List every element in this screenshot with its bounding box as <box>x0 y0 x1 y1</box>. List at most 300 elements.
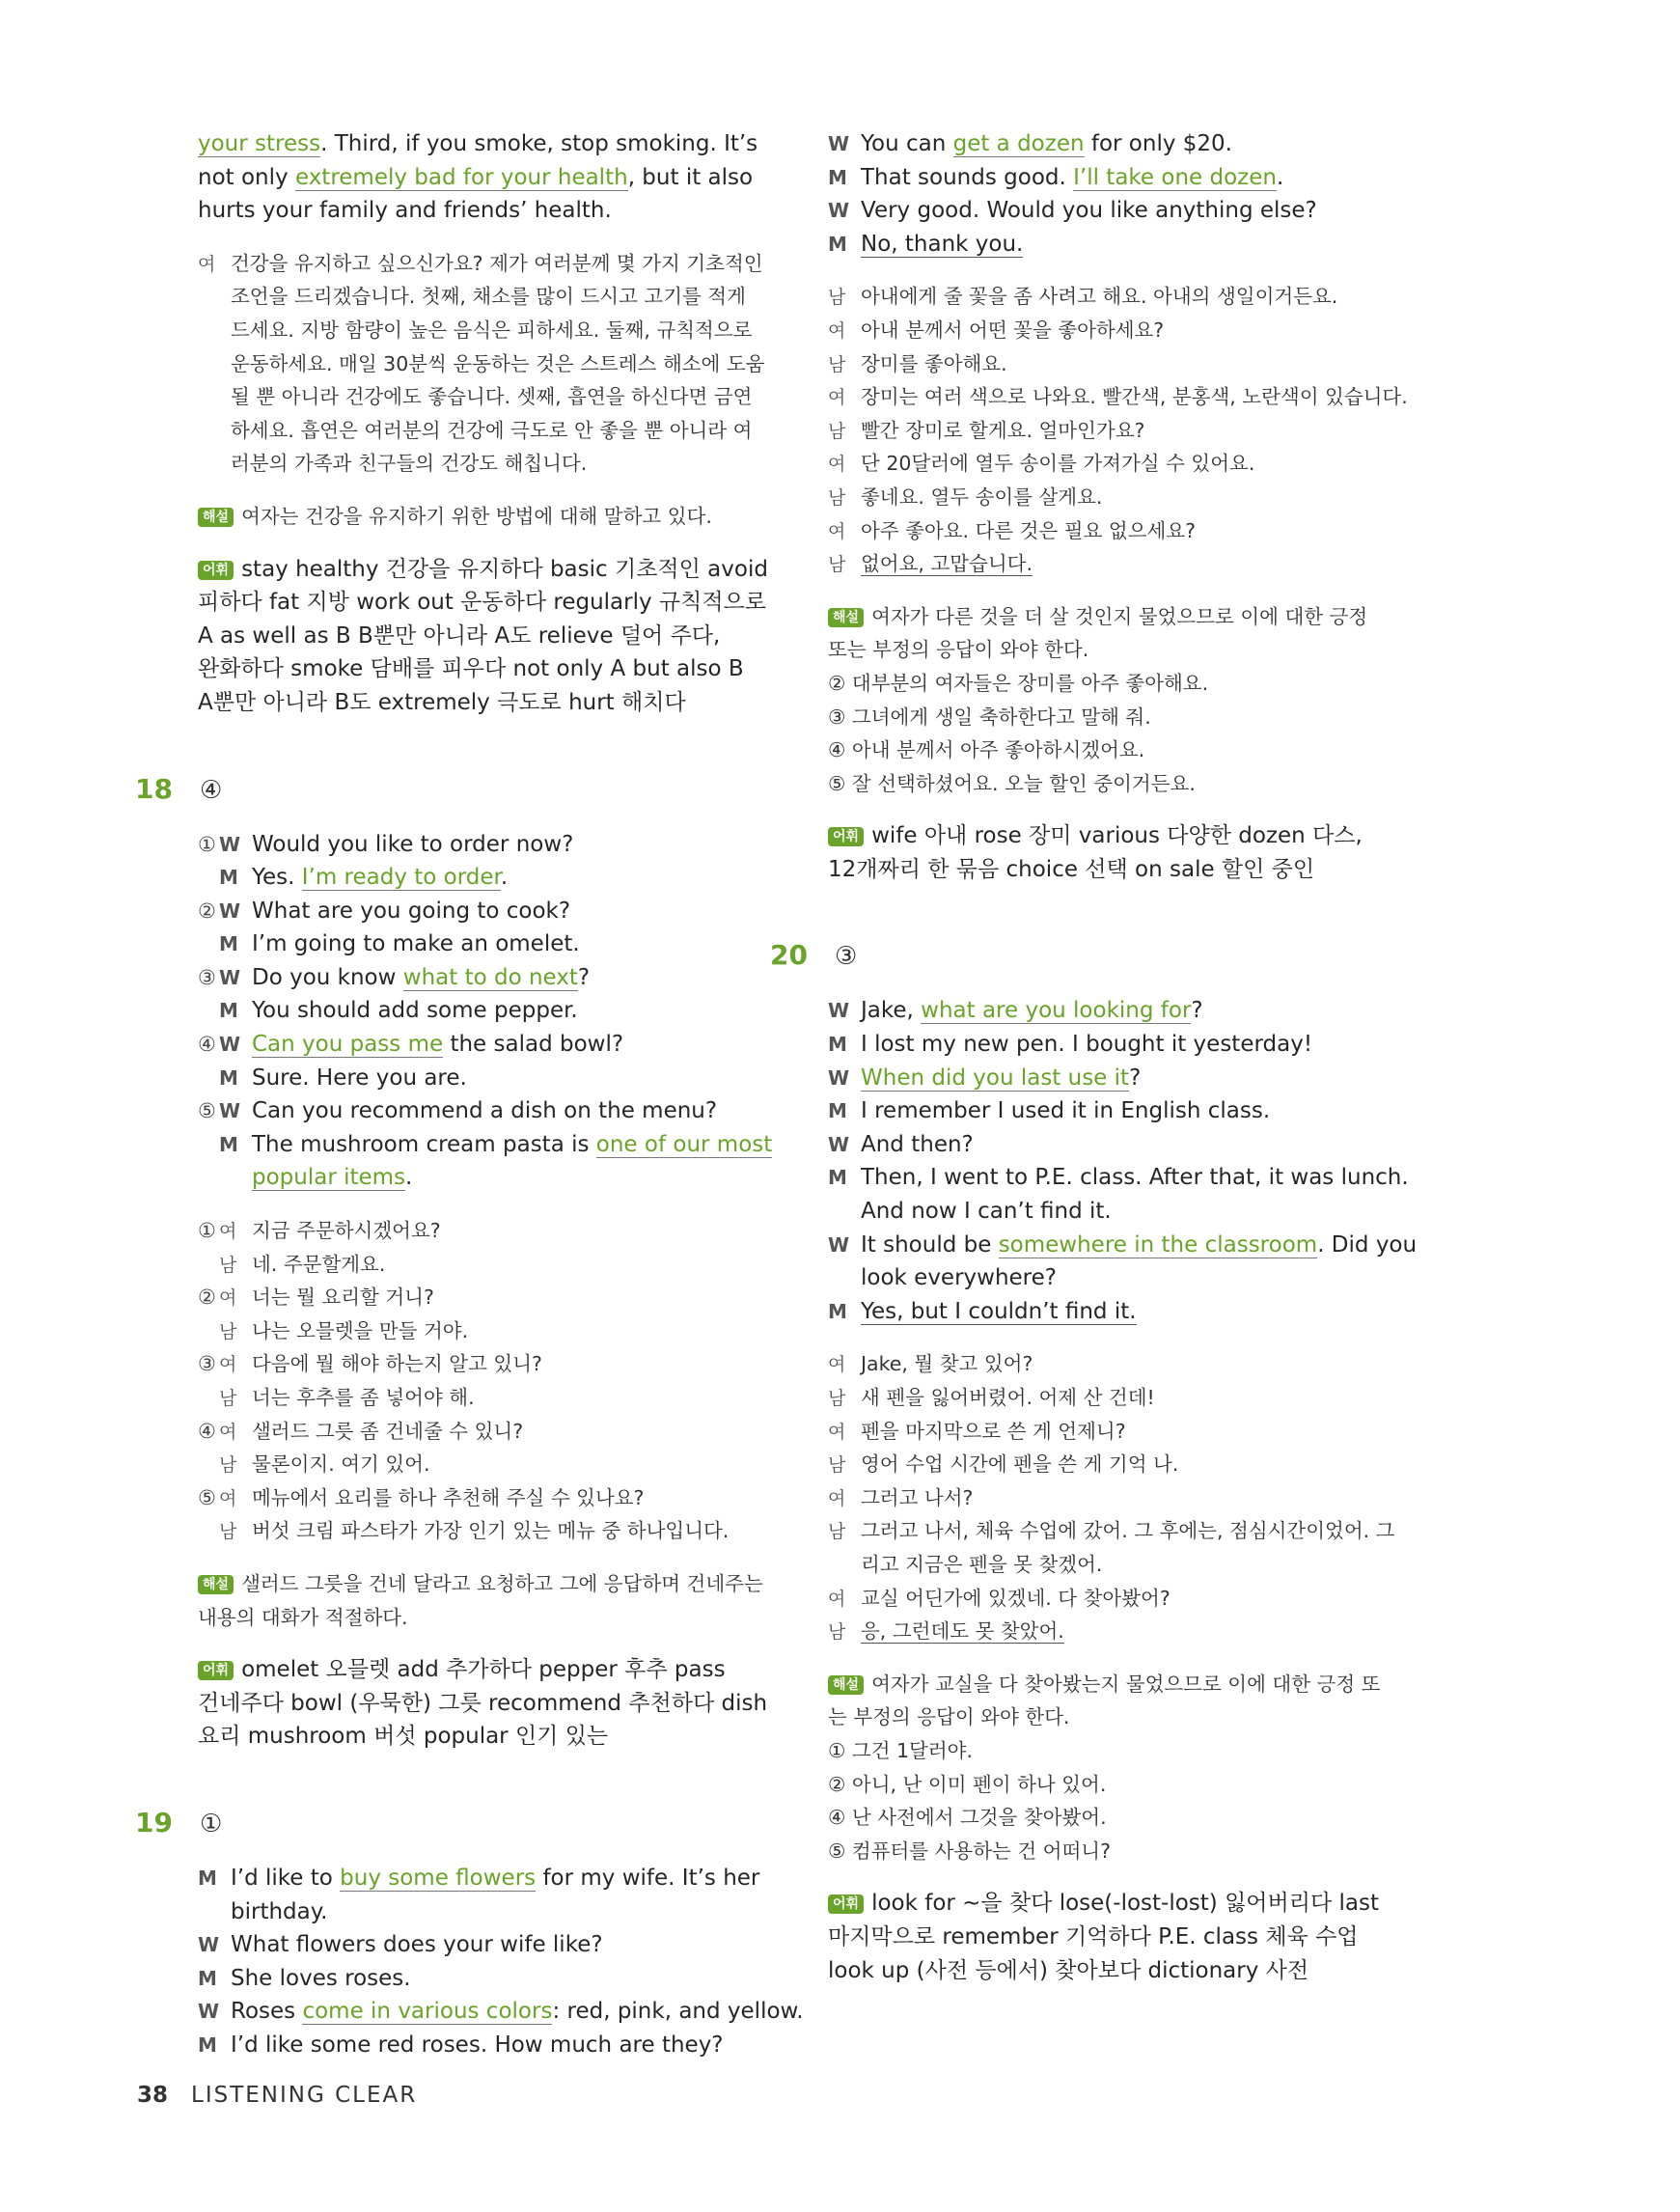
dialog-text: 장미는 여러 색으로 나와요. 빨간색, 분홍색, 노란색이 있습니다. <box>861 385 1408 409</box>
speaker-label: W <box>828 1132 850 1156</box>
dialog-text: I’d like some red roses. How much are they? <box>231 2032 724 2058</box>
translation-line <box>198 1415 777 1449</box>
dialog-line <box>828 1229 1474 1262</box>
translation-line <box>828 1381 1474 1415</box>
dialog-text: : red, pink, and yellow. <box>552 1999 804 2025</box>
vocabulary <box>198 586 777 620</box>
translation-line <box>828 1582 1474 1616</box>
speaker-label: W <box>198 2000 220 2024</box>
item-number: ③ <box>198 965 216 989</box>
option-translation: ④ 아내 분께서 아주 좋아하시겠어요. <box>828 738 1145 762</box>
vocabulary-text: stay healthy 건강을 유지하다 basic 기초적인 avoid <box>241 556 768 582</box>
dialog-line <box>198 1128 777 1162</box>
dialog-text: And then? <box>861 1131 974 1157</box>
speaker-label: 남 <box>828 1521 846 1543</box>
dialog-text: , but it also <box>627 164 754 190</box>
vocabulary-text: A as well as B B뿐만 아니라 A도 relieve 덜어 주다, <box>198 622 721 649</box>
speaker-label: W <box>828 132 850 155</box>
dialog-text: 나는 오믈렛을 만들 거야. <box>252 1318 469 1342</box>
translation-line <box>828 547 1474 581</box>
answer-underlined: 응, 그런데도 못 찾았어. <box>861 1619 1064 1644</box>
dialog-text: Jake, <box>861 998 922 1024</box>
speaker-label: 남 <box>219 1254 237 1276</box>
dialog-text: 펜을 마지막으로 쓴 게 언제니? <box>861 1419 1126 1443</box>
dialog-line <box>198 994 777 1028</box>
explanation-text: 샐러드 그릇을 건네 달라고 요청하고 그에 응답하며 건네주는 <box>241 1571 763 1595</box>
dialog-text: Roses <box>231 1999 303 2025</box>
translation-line <box>828 1347 1474 1381</box>
dialog-line <box>828 1128 1474 1162</box>
question-answer: ④ <box>199 775 223 805</box>
translation-line <box>828 347 1474 381</box>
dialog-text: 지금 주문하시겠어요? <box>252 1219 441 1243</box>
explanation-text: 또는 부정의 응답이 와야 한다. <box>828 638 1089 662</box>
option-translation: ② 아니, 난 이미 펜이 하나 있어. <box>828 1772 1107 1796</box>
vocabulary <box>198 620 777 653</box>
translation-line <box>828 1548 1474 1582</box>
dialog-text: 영어 수업 시간에 펜을 쓴 게 기억 나. <box>861 1452 1179 1477</box>
dialog-text: Very good. Would you like anything else? <box>861 198 1317 224</box>
vocabulary-text: A뿐만 아니라 B도 extremely 극도로 hurt 해치다 <box>198 689 686 715</box>
speaker-label: W <box>198 1933 220 1957</box>
translation-line <box>828 414 1474 448</box>
dialog-text: look everywhere? <box>861 1265 1057 1291</box>
speaker-label: M <box>828 232 847 256</box>
speaker-label: W <box>219 899 241 923</box>
explanation <box>828 1668 1474 1701</box>
option-translation: ⑤ 잘 선택하셨어요. 오늘 할인 중이거든요. <box>828 771 1196 795</box>
dialog-text: 리고 지금은 펜을 못 찾겠어. <box>861 1552 1103 1576</box>
dialog-text: What flowers does your wife like? <box>231 1932 603 1958</box>
speaker-label: 여 <box>828 319 846 342</box>
speaker-label: W <box>828 199 850 223</box>
translation-line <box>828 1615 1474 1648</box>
vocabulary <box>198 1687 777 1721</box>
vocabulary-badge: 어휘 <box>198 1661 234 1680</box>
speaker-label: M <box>198 2032 217 2057</box>
speaker-label: M <box>219 932 238 956</box>
dialog-text: And now I can’t find it. <box>861 1199 1112 1225</box>
translation-line <box>198 447 777 481</box>
speaker-label: 남 <box>219 1320 237 1342</box>
question-number: 19 <box>135 1806 173 1839</box>
translation-line <box>828 447 1474 481</box>
vocabulary-text: 완화하다 smoke 담배를 피우다 not only A but also B <box>198 656 744 682</box>
translation-line <box>828 514 1474 548</box>
item-number: ④ <box>198 1419 216 1443</box>
translation-line <box>828 1514 1474 1548</box>
dialog-text: 너는 후추를 좀 넣어야 해. <box>252 1386 475 1409</box>
dialog-line <box>828 1094 1474 1128</box>
dialog-line <box>198 1028 777 1062</box>
dialog-text: I lost my new pen. I bought it yesterday! <box>861 1032 1313 1058</box>
vocabulary <box>828 1921 1474 1954</box>
dialog-line <box>828 228 1474 262</box>
vocabulary-text: omelet 오믈렛 add 추가하다 pepper 후추 pass <box>241 1657 726 1683</box>
speaker-label: M <box>828 165 847 189</box>
spacer <box>828 886 1474 936</box>
dialog-line <box>198 1928 777 1962</box>
speaker-label: 여 <box>828 1421 846 1443</box>
dialog-text: 좋네요. 열두 송이를 살게요. <box>861 484 1103 509</box>
dialog-line <box>198 161 777 195</box>
dialog-text: I remember I used it in English class. <box>861 1098 1271 1124</box>
speaker-label: M <box>828 1166 847 1190</box>
dialog-text: Can you recommend a dish on the menu? <box>252 1098 718 1124</box>
explanation <box>828 633 1474 667</box>
item-number: ① <box>198 1219 216 1243</box>
explanation-text: 는 부정의 응답이 와야 한다. <box>828 1705 1070 1729</box>
speaker-label: W <box>219 832 241 856</box>
spacer <box>198 228 777 247</box>
speaker-label: M <box>828 1299 847 1323</box>
spacer <box>828 1648 1474 1668</box>
dialog-text: ? <box>1129 1065 1142 1091</box>
dialog-text: . <box>405 1165 413 1191</box>
translation-line <box>198 1347 777 1381</box>
translation-line <box>828 1415 1474 1449</box>
dialog-text: She loves roses. <box>231 1965 411 1991</box>
dialog-line <box>198 1862 777 1895</box>
dialog-text: 새 펜을 잃어버렸어. 어제 산 건데! <box>861 1386 1155 1409</box>
option-translation: ⑤ 컴퓨터를 사용하는 건 어떠니? <box>828 1839 1111 1863</box>
spacer <box>198 1754 777 1804</box>
dialog-text: 메뉴에서 요리를 하나 추천해 주실 수 있나요? <box>252 1485 645 1509</box>
vocabulary-badge: 어휘 <box>198 561 234 580</box>
question-number: 18 <box>135 772 173 805</box>
translation-line <box>828 280 1474 314</box>
spacer <box>828 1328 1474 1347</box>
dialog-text: . Did you <box>1317 1231 1418 1258</box>
vocabulary <box>198 652 777 686</box>
dialog-text: 아주 좋아요. 다른 것은 필요 없으세요? <box>861 518 1197 542</box>
answer-blank: what to do next <box>402 964 578 990</box>
speaker-label: M <box>219 1132 238 1156</box>
page-footer <box>137 2083 417 2108</box>
explanation <box>198 1601 777 1635</box>
item-number: ④ <box>198 1033 216 1057</box>
answer-blank: I’m ready to order <box>301 865 501 891</box>
speaker-label: 여 <box>828 1354 846 1376</box>
spacer <box>828 581 1474 600</box>
dialog-line <box>828 1295 1474 1329</box>
dialog-text: 그러고 나서? <box>861 1485 974 1509</box>
vocabulary-text: 12개짜리 한 묶음 choice 선택 on sale 할인 중인 <box>828 856 1315 882</box>
spacer <box>198 1195 777 1214</box>
dialog-text: Yes. <box>252 865 302 891</box>
dialog-text: That sounds good. <box>861 164 1074 190</box>
dialog-text: the salad bowl? <box>443 1032 624 1058</box>
spacer <box>198 1548 777 1567</box>
dialog-line <box>828 161 1474 195</box>
vocabulary-text: look up (사전 등에서) 찾아보다 dictionary 사전 <box>828 1957 1309 1983</box>
vocabulary-text: 요리 mushroom 버섯 popular 인기 있는 <box>198 1724 609 1750</box>
translation-line <box>828 1481 1474 1515</box>
speaker-label: M <box>219 866 238 890</box>
dialog-line <box>198 1895 777 1929</box>
dialog-text: birthday. <box>231 1898 328 1924</box>
speaker-label: 여 <box>219 1287 237 1310</box>
option-translation: ④ 난 사전에서 그것을 찾아봤어. <box>828 1806 1107 1830</box>
answer-underlined: Yes, but I couldn’t find it. <box>861 1298 1137 1324</box>
book-title: LISTENING CLEAR <box>191 2083 418 2108</box>
speaker-label: W <box>219 1033 241 1057</box>
answer-blank: extremely bad for your health <box>294 164 628 190</box>
item-number: ① <box>198 832 216 856</box>
vocabulary <box>198 1720 777 1754</box>
vocabulary <box>828 819 1474 853</box>
dialog-text: 다음에 뭘 해야 하는지 알고 있니? <box>252 1352 542 1376</box>
dialog-line <box>828 1195 1474 1229</box>
question-answer: ③ <box>834 942 858 972</box>
speaker-label: 남 <box>828 287 846 309</box>
speaker-label: 남 <box>828 1388 846 1409</box>
translation-line <box>198 1214 777 1248</box>
dialog-text: for only $20. <box>1084 131 1232 156</box>
vocabulary <box>828 1887 1474 1921</box>
explanation <box>828 600 1474 634</box>
translation-line <box>198 314 777 347</box>
explanation-text: 여자는 건강을 유지하기 위한 방법에 대해 말하고 있다. <box>241 504 712 528</box>
dialog-text: Sure. Here you are. <box>252 1065 467 1091</box>
dialog-text: 빨간 장미로 할게요. 얼마인가요? <box>861 418 1145 442</box>
dialog-text: 하세요. 흡연은 여러분의 건강에 극도로 안 좋을 뿐 아니라 여 <box>231 418 753 442</box>
spacer <box>198 1634 777 1653</box>
dialog-text: It should be <box>861 1231 999 1258</box>
explanation-badge: 해설 <box>828 1675 864 1695</box>
item-number: ③ <box>198 1352 216 1376</box>
translation-line <box>198 380 777 414</box>
vocabulary-text: 피하다 fat 지방 work out 운동하다 regularly 규칙적으로 <box>198 590 766 616</box>
dialog-text: 버섯 크림 파스타가 가장 인기 있는 메뉴 중 하나입니다. <box>252 1519 730 1543</box>
speaker-label: 여 <box>828 1588 846 1610</box>
option-translation: ① 그건 1달러야. <box>828 1738 973 1762</box>
speaker-label: 여 <box>198 253 216 275</box>
spacer <box>198 809 777 828</box>
speaker-label: M <box>828 1099 847 1123</box>
dialog-text: ? <box>1191 998 1203 1024</box>
right-column <box>770 127 1474 1987</box>
vocabulary-text: 마지막으로 remember 기억하다 P.E. class 체육 수업 <box>828 1923 1359 1949</box>
dialog-text: What are you going to cook? <box>252 898 571 924</box>
dialog-text: I’d like to <box>231 1865 341 1891</box>
vocabulary-text: 건네주다 bowl (우묵한) 그릇 recommend 추천하다 dish <box>198 1690 768 1716</box>
vocabulary-badge: 어휘 <box>828 827 864 846</box>
translation-line <box>198 1481 777 1515</box>
speaker-label: 여 <box>828 520 846 542</box>
dialog-text: You can <box>861 131 953 156</box>
dialog-text: The mushroom cream pasta is <box>252 1131 596 1157</box>
explanation <box>828 1700 1474 1734</box>
question-answer: ① <box>199 1809 223 1839</box>
question-header <box>770 936 1474 975</box>
speaker-label: W <box>219 965 241 989</box>
translation-line <box>828 380 1474 414</box>
dialog-text: . <box>1276 164 1284 190</box>
translation-line <box>198 1514 777 1548</box>
explanation-text: 내용의 대화가 적절하다. <box>198 1605 408 1629</box>
dialog-line <box>198 861 777 895</box>
vocabulary <box>198 686 777 720</box>
dialog-text: Jake, 뭘 찾고 있어? <box>861 1352 1033 1376</box>
dialog-text: 너는 뭘 요리할 거니? <box>252 1286 434 1310</box>
answer-blank: When did you last use it <box>861 1065 1130 1091</box>
speaker-label: 여 <box>828 387 846 409</box>
dialog-text: 러분의 가족과 친구들의 건강도 해칩니다. <box>231 452 588 476</box>
dialog-text: Then, I went to P.E. class. After that, it was lunch. <box>861 1165 1409 1191</box>
speaker-label: 남 <box>828 420 846 442</box>
dialog-text: 건강을 유지하고 싶으신가요? 제가 여러분께 몇 가지 기초적인 <box>231 251 763 275</box>
translation-line <box>198 1448 777 1481</box>
dialog-line <box>198 127 777 161</box>
dialog-text: 단 20달러에 열두 송이를 가져가실 수 있어요. <box>861 452 1255 476</box>
dialog-line <box>828 1261 1474 1295</box>
translation-line <box>198 280 777 314</box>
explanation <box>198 500 777 534</box>
answer-underlined: 없어요, 고맙습니다. <box>861 552 1033 576</box>
dialog-text: 교실 어딘가에 있겠네. 다 찾아봤어? <box>861 1586 1170 1610</box>
dialog-text: not only <box>198 164 295 190</box>
dialog-line <box>198 828 777 862</box>
option-translation: ② 대부분의 여자들은 장미를 아주 좋아해요. <box>828 671 1209 695</box>
dialog-line <box>198 1962 777 1996</box>
speaker-label: 남 <box>828 1454 846 1477</box>
translation-line <box>198 1314 777 1348</box>
item-number: ⑤ <box>198 1099 216 1123</box>
spacer <box>828 800 1474 819</box>
speaker-label: 남 <box>828 1621 846 1644</box>
speaker-label: M <box>219 1065 238 1090</box>
speaker-label: W <box>828 1232 850 1257</box>
explanation-badge: 해설 <box>198 1575 234 1594</box>
vocabulary-badge: 어휘 <box>828 1894 864 1914</box>
dialog-line <box>198 1161 777 1195</box>
dialog-line <box>198 1995 804 2029</box>
spacer <box>198 481 777 500</box>
item-number: ⑤ <box>198 1485 216 1509</box>
vocabulary-text: wife 아내 rose 장미 various 다양한 dozen 다스, <box>871 823 1363 849</box>
speaker-label: W <box>828 999 850 1023</box>
answer-blank: Can you pass me <box>252 1032 444 1058</box>
speaker-label: 남 <box>828 554 846 576</box>
question-header <box>135 770 777 809</box>
question-header <box>135 1804 777 1842</box>
speaker-label: 남 <box>828 486 846 509</box>
spacer <box>198 720 777 770</box>
dialog-text: . <box>500 865 509 891</box>
explanation-badge: 해설 <box>828 608 864 627</box>
translation-line <box>828 1448 1474 1481</box>
dialog-text: 드세요. 지방 함량이 높은 음식은 피하세요. 둘째, 규칙적으로 <box>231 318 753 342</box>
dialog-text: 샐러드 그릇 좀 건네줄 수 있니? <box>252 1419 524 1443</box>
dialog-text: 네. 주문할게요. <box>252 1252 386 1276</box>
dialog-text: Do you know <box>252 964 403 990</box>
dialog-line <box>198 1094 777 1128</box>
dialog-line <box>828 1161 1474 1195</box>
speaker-label: M <box>198 1866 217 1890</box>
page-number: 38 <box>137 2083 169 2108</box>
translation-line <box>198 414 777 448</box>
speaker-label: 여 <box>219 1354 237 1376</box>
dialog-text: 아내 분께서 어떤 꽃을 좋아하세요? <box>861 318 1165 342</box>
speaker-label: 여 <box>828 454 846 476</box>
vocabulary <box>828 853 1474 887</box>
item-number: ② <box>198 1286 216 1310</box>
dialog-text: ? <box>577 964 591 990</box>
dialog-text: Would you like to order now? <box>252 831 574 857</box>
translation-line <box>828 314 1474 347</box>
dialog-line <box>828 194 1474 228</box>
translation-line <box>198 1248 777 1282</box>
dialog-text: 장미를 좋아해요. <box>861 351 1007 375</box>
spacer <box>828 975 1474 994</box>
speaker-label: 남 <box>828 353 846 375</box>
translation-line <box>828 481 1474 514</box>
speaker-label: W <box>828 1065 850 1090</box>
dialog-line <box>198 2029 777 2062</box>
dialog-line <box>198 895 777 928</box>
explanation-badge: 해설 <box>198 508 234 527</box>
spacer <box>198 1842 777 1862</box>
answer-blank: I’ll take one dozen <box>1073 164 1277 190</box>
dialog-text: 물론이지. 여기 있어. <box>252 1452 430 1477</box>
speaker-label: M <box>198 1966 217 1990</box>
vocabulary <box>198 1653 777 1687</box>
dialog-line <box>198 927 777 961</box>
answer-blank: come in various colors <box>302 1999 553 2025</box>
vocabulary <box>828 1954 1474 1988</box>
speaker-label: 여 <box>219 1221 237 1243</box>
dialog-text: 조언을 드리겠습니다. 첫째, 채소를 많이 드시고 고기를 적게 <box>231 285 746 309</box>
answer-blank: somewhere in the classroom <box>998 1231 1318 1258</box>
speaker-label: M <box>219 999 238 1023</box>
translation-line <box>198 347 777 381</box>
dialog-line <box>828 994 1474 1028</box>
dialog-line: hurts your family and friends’ health. <box>198 198 612 224</box>
explanation-text: 여자가 교실을 다 찾아봤는지 물었으므로 이에 대한 긍정 또 <box>871 1672 1381 1696</box>
dialog-text: 아내에게 줄 꽃을 좀 사려고 해요. 아내의 생일이거든요. <box>861 285 1338 309</box>
speaker-label: 남 <box>219 1388 237 1409</box>
dialog-line <box>198 1062 777 1095</box>
answer-underlined: No, thank you. <box>861 231 1024 257</box>
translation-line <box>198 247 777 281</box>
speaker-label: 남 <box>219 1521 237 1543</box>
speaker-label: W <box>219 1099 241 1123</box>
explanation <box>198 1567 777 1601</box>
option-translation: ③ 그녀에게 생일 축하한다고 말해 줘. <box>828 705 1151 729</box>
speaker-label: 여 <box>219 1487 237 1509</box>
dialog-text: 운동하세요. 매일 30분씩 운동하는 것은 스트레스 해소에 도움 <box>231 351 765 375</box>
explanation-text: 여자가 다른 것을 더 살 것인지 물었으므로 이에 대한 긍정 <box>871 604 1368 628</box>
answer-blank: popular items <box>252 1165 406 1191</box>
translation-line <box>198 1381 777 1415</box>
dialog-text: . Third, if you smoke, stop smoking. It’s <box>320 131 758 156</box>
dialog-text: 될 뿐 아니라 건강에도 좋습니다. 셋째, 흡연을 하신다면 금연 <box>231 385 753 409</box>
spacer <box>828 261 1474 280</box>
dialog-line <box>828 1028 1474 1062</box>
speaker-label: 여 <box>828 1487 846 1509</box>
translation-line <box>198 1281 777 1314</box>
answer-blank: buy some flowers <box>340 1865 537 1891</box>
dialog-text: for my wife. It’s her <box>536 1865 760 1891</box>
answer-blank: one of our most <box>595 1131 773 1157</box>
dialog-line <box>828 1062 1474 1095</box>
vocabulary <box>198 553 777 587</box>
answer-blank: your stress <box>198 131 321 156</box>
vocabulary-text: look for ~을 찾다 lose(-lost-lost) 잃어버리다 last <box>871 1891 1379 1917</box>
dialog-text: I’m going to make an omelet. <box>252 931 580 957</box>
answer-blank: get a dozen <box>952 131 1085 156</box>
